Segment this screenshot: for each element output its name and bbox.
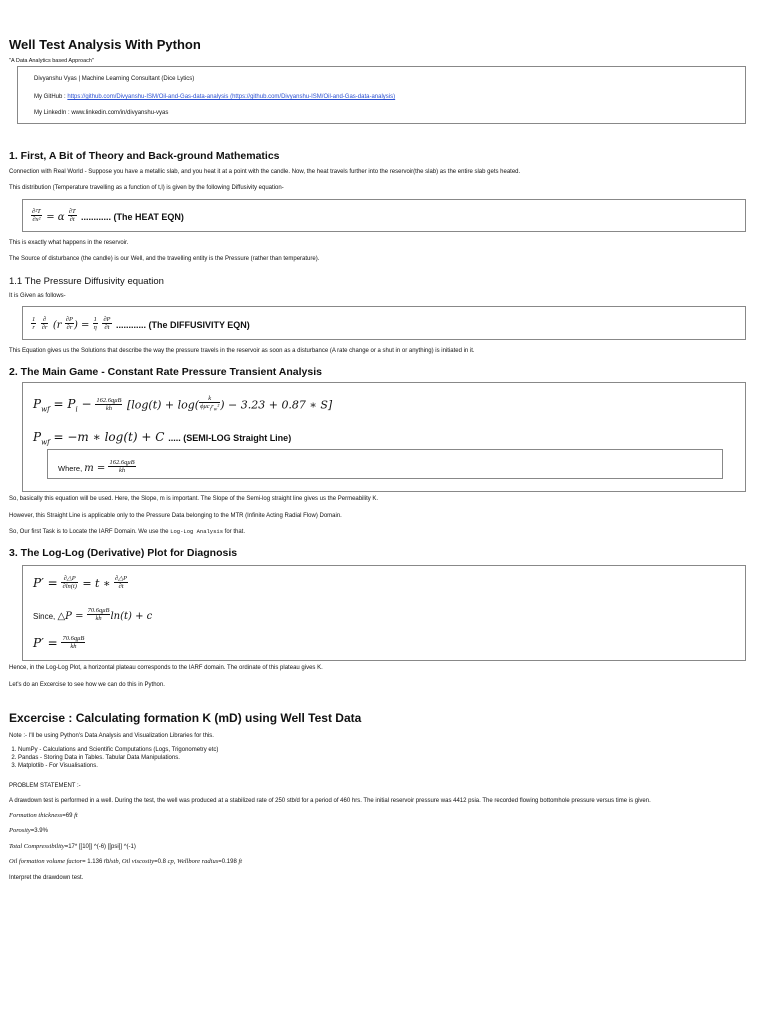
porosity-label: Porosity bbox=[9, 827, 31, 834]
linkedin-line: My LinkedIn : www.linkedin.com/in/divyanshu-vyas bbox=[34, 110, 169, 116]
derivative-equation: P′ = $\frac{\partial\triangle P}{\partial\ln(t)}$ = t ∗ $\frac{\partial\triangle P}{\partial t}$ bbox=[33, 575, 128, 591]
thickness-label: Formation thickness bbox=[9, 812, 63, 819]
final-instruction: Interpret the drawdown test. bbox=[9, 875, 84, 881]
github-link[interactable]: https://github.com/Divyanshu-ISM/Oil-and-Gas-data-analysis (https://github.com/Divyanshu-ISM/Oil-and-Gas-data-analysis) bbox=[67, 94, 396, 100]
page-title: Well Test Analysis With Python bbox=[9, 37, 201, 52]
thickness-value: =69 bbox=[62, 813, 75, 819]
list-item: 1. NumPy - Calculations and Scientific Computations (Logs, Trigonometry etc) bbox=[18, 746, 218, 754]
section3-heading: 3. The Log-Log (Derivative) Plot for Diagnosis bbox=[9, 547, 238, 559]
library-list bbox=[2, 746, 218, 770]
where-label: Where, bbox=[58, 464, 85, 473]
since-label: Since, bbox=[33, 612, 58, 621]
diffusivity-equation: $\frac{1}{r}$ $\frac{\partial}{\partial r}$ (r $\frac{\partial P}{\partial r}$ ) = $\frac{1}{\eta}$ $\frac{\partial P}{\partial t}$ ............ (The DIFFUSIVITY EQN) bbox=[32, 316, 250, 332]
heat-equation: $\frac{\text{∂²T}}{\text{∂x²}}$ = α $\frac{\partial T}{\partial t}$ ............ (The HEAT EQN) bbox=[32, 208, 184, 224]
github-label: My GitHub : bbox=[34, 94, 68, 100]
plateau-equation: P′ = $\frac{\text{70.6qμB}}{kh}$ bbox=[33, 635, 85, 651]
diffusivity-equation-box bbox=[22, 306, 746, 340]
para3-suffix: for that. bbox=[223, 529, 246, 535]
porosity-value: =3.9% bbox=[30, 828, 48, 834]
section3-para2: Let's do an Excercise to see how we can do this in Python. bbox=[9, 682, 165, 688]
section1-para5: It is Given as follows- bbox=[9, 293, 66, 299]
section1-para4: The Source of disturbance (the candle) is our Well, and the travelling entity is the Pressure (rather than temperature). bbox=[9, 256, 320, 262]
oil-unit: stb, Oil viscosity bbox=[110, 858, 155, 865]
radius-unit: ft bbox=[238, 858, 243, 865]
oil-label: Oil formation volume factor bbox=[9, 858, 83, 865]
author-line: Divyanshu Vyas | Machine Learning Consultant (Dice Lytics) bbox=[34, 76, 195, 82]
thickness-line bbox=[9, 812, 78, 820]
section2-heading: 2. The Main Game - Constant Rate Pressure Transient Analysis bbox=[9, 366, 322, 378]
section1-para1: Connection with Real World - Suppose you have a metallic slab, and you heat it at a point with the candle. Now, the heat travels further into the reservoir(the slab) as the entire slab gets heated. bbox=[9, 169, 521, 175]
compressibility-line bbox=[9, 843, 136, 851]
heat-equation-box bbox=[22, 199, 746, 232]
para3-prefix: So, Our first Task is to Locate the IARF Domain. We use the bbox=[9, 529, 171, 535]
semilog-equation: $P_{wf} = -m$ ∗ log(t) + C ..... (SEMI-LOG Straight Line) bbox=[33, 430, 292, 447]
list-item: 3. Matplotlib - For Visualisations. bbox=[18, 762, 218, 770]
section3-para1: Hence, in the Log-Log Plot, a horizontal plateau corresponds to the IARF domain. The ordinate of this plateau gives K. bbox=[9, 665, 323, 671]
section2-para2: However, this Straight Line is applicable only to the Pressure Data belonging to the MTR (Infinite Acting Radial Flow) Domain. bbox=[9, 513, 342, 519]
section2-para3 bbox=[9, 528, 245, 536]
radius-value: =0.198 bbox=[218, 859, 239, 865]
slope-definition-box bbox=[47, 449, 723, 479]
diffusivity-eqn-label: ............ (The DIFFUSIVITY EQN) bbox=[115, 320, 250, 330]
fluid-properties-line bbox=[9, 858, 242, 866]
section1-para6: This Equation gives us the Solutions that describe the way the pressure travels in the reservoir as soon as a disturbance (A rate change or a shut in or anything) is initiated in it. bbox=[9, 348, 475, 354]
compress-value: =17* [[10]] ^(-6) [[psi]] ^(-1) bbox=[64, 844, 136, 850]
slope-definition: Where, m = $\frac{\text{162.6qμB}}{kh}$ bbox=[58, 459, 135, 475]
since-equation: Since, △P = $\frac{\text{70.6qμB}}{kh}$ ln(t) + c bbox=[33, 607, 153, 623]
list-item: 2. Pandas - Storing Data in Tables. Tabular Data Manipulations. bbox=[18, 754, 218, 762]
semilog-equation-box bbox=[22, 382, 746, 492]
para3-code: Log-Log Analysis bbox=[170, 528, 223, 535]
visc-value: =0.8 bbox=[154, 859, 168, 865]
section1-para3: This is exactly what happens in the reservoir. bbox=[9, 240, 129, 246]
exercise-heading: Excercise : Calculating formation K (mD) using Well Test Data bbox=[9, 711, 362, 725]
section1-para2: This distribution (Temperature travelling as a function of t,l) is given by the following Diffusivity equation- bbox=[9, 185, 284, 191]
github-line bbox=[34, 93, 395, 101]
porosity-line bbox=[9, 827, 48, 835]
section1-heading: 1. First, A Bit of Theory and Back-ground Mathematics bbox=[9, 150, 280, 162]
heat-eqn-label: ............ (The HEAT EQN) bbox=[81, 212, 184, 222]
problem-statement: A drawdown test is performed in a well. During the test, the well was produced at a stabilized rate of 250 stb/d for a period of 460 hrs. The initial reservoir pressure was 4412 psia. The recorded flowing bottomhole pressure versus time is given. bbox=[9, 798, 651, 804]
section1-subheading: 1.1 The Pressure Diffusivity equation bbox=[9, 276, 164, 287]
thickness-unit: ft bbox=[74, 812, 78, 819]
derivative-equation-box bbox=[22, 565, 746, 661]
page-subtitle: "A Data Analytics based Approach" bbox=[9, 58, 94, 64]
compress-label: Total Compressibility bbox=[9, 843, 65, 850]
section2-para1: So, basically this equation will be used. Here, the Slope, m is important. The Slope of the Semi-log straight line gives us the Permeability K. bbox=[9, 496, 379, 502]
author-box bbox=[17, 66, 746, 124]
problem-label: PROBLEM STATEMENT :- bbox=[9, 783, 81, 789]
exercise-note: Note :- I'll be using Python's Data Analysis and Visualization Libraries for this. bbox=[9, 733, 214, 739]
semilog-label: ..... (SEMI-LOG Straight Line) bbox=[168, 433, 292, 443]
oil-value: = 1.136 rb/ bbox=[82, 859, 111, 865]
pwf-equation: $P_{wf} = P_i$ − $\frac{\text{162.6qμB}}{kh}$ [log(t) + log( $\frac{k}{\phi\mu c_tr_w^2}$ ) − 3.23 + 0.87 ∗ S] bbox=[33, 395, 333, 414]
visc-unit: cp, Wellbore radius bbox=[167, 858, 219, 865]
